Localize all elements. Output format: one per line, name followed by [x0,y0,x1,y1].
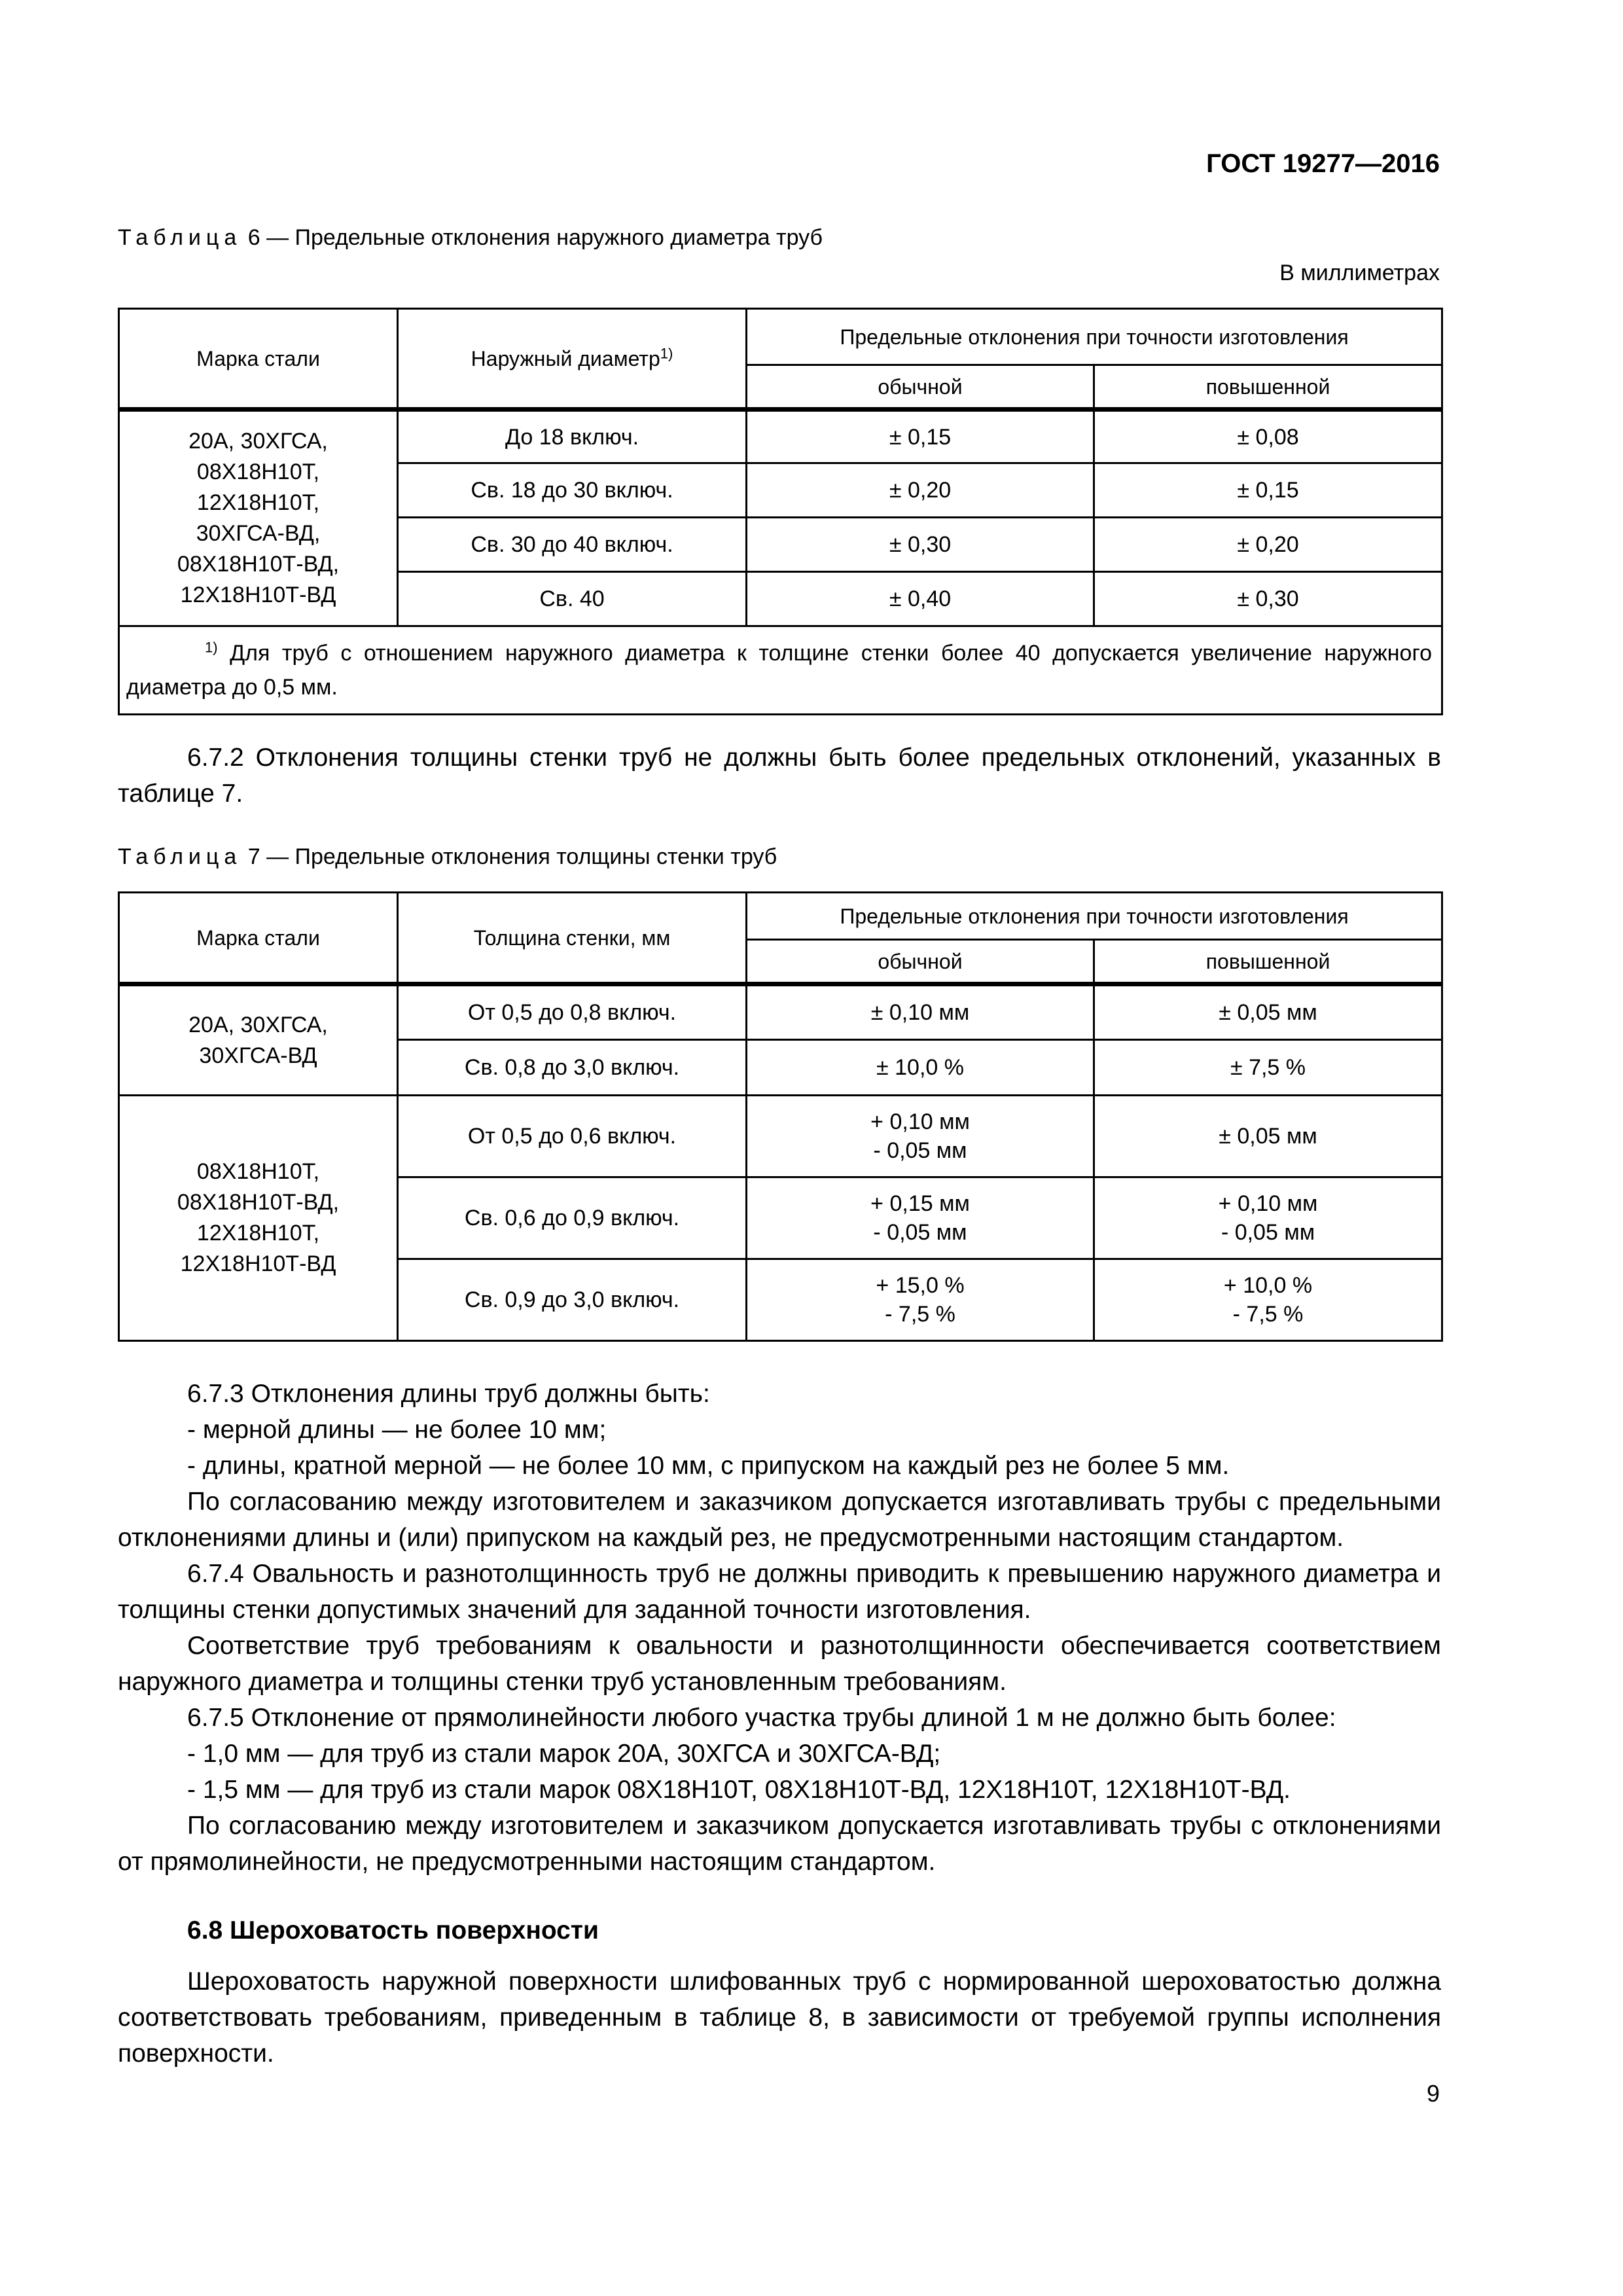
table7-header-deviation: Предельные отклонения при точности изготовления [747,893,1442,940]
table6-caption-text: 6 — Предельные отклонения наружного диаметра труб [241,225,823,250]
table7-normal [747,1259,1094,1341]
table7-high [1094,1259,1442,1341]
steel-grade: 30ХГСА-ВД [199,1043,317,1068]
paragraph: - 1,5 мм — для труб из стали марок 08Х18Н10Т, 08Х18Н10Т-ВД, 12Х18Н10Т, 12Х18Н10Т-ВД. [187,1776,1291,1804]
table6-normal: ± 0,40 [747,572,1094,626]
tolerance-lower: - 0,05 мм [873,1138,967,1163]
table7-header-normal: обычной [747,940,1094,984]
table6-footnote [119,626,1442,715]
paragraph-6-7-2 [118,740,1441,812]
paragraph: - длины, кратной мерной — не более 10 мм, с припуском на каждый рез не более 5 мм. [187,1452,1230,1480]
table7-high: ± 0,05 мм [1094,984,1442,1040]
section-6-8-body [118,1964,1441,2072]
steel-grade: 12Х18Н10Т, [196,490,320,515]
table6-range: Св. 18 до 30 включ. [398,463,747,518]
table7-caption [118,844,777,870]
table6-high: ± 0,08 [1094,410,1442,463]
steel-grade: 08Х18Н10Т, [196,459,320,484]
paragraph: Шероховатость наружной поверхности шлифованных труб с нормированной шероховатостью должна соответствовать требованиям, приведенным в таблице 8, в зависимости от требуемой группы исполнения поверхности. [118,1967,1441,2068]
standard-code: ГОСТ 19277—2016 [1206,149,1440,178]
footnote-mark: 1) [205,639,218,656]
table7-group2-steel [119,1096,398,1341]
table7-header-steel: Марка стали [119,893,398,984]
table6-normal: ± 0,15 [747,410,1094,463]
paragraph: По согласованию между изготовителем и заказчиком допускается изготавливать трубы с предельными отклонениями длины и (или) припуском на каждый рез, не предусмотренными настоящим стандартом. [118,1488,1441,1552]
steel-grade: 12Х18Н10Т-ВД [180,1251,336,1276]
table7-range: Св. 0,8 до 3,0 включ. [398,1040,747,1096]
table6-caption-word: Таблица [118,225,242,250]
table6-normal: ± 0,30 [747,518,1094,572]
tolerance-lower: - 0,05 мм [1221,1220,1315,1245]
table6-caption [118,225,823,251]
table6 [118,308,1443,715]
table7-header-high: повышенной [1094,940,1442,984]
table7-high: ± 0,05 мм [1094,1096,1442,1177]
paragraph: - мерной длины — не более 10 мм; [187,1416,607,1444]
paragraph: 6.7.5 Отклонение от прямолинейности любого участка трубы длиной 1 м не должно быть более: [187,1704,1336,1732]
paragraph: 6.7.3 Отклонения длины труб должны быть: [187,1380,710,1408]
table6-header-note-mark: 1) [660,344,673,361]
steel-grade: 30ХГСА-ВД, [196,521,321,546]
paragraph: 6.7.2 Отклонения толщины стенки труб не должны быть более предельных отклонений, указанных в таблице 7. [118,744,1441,808]
tolerance-upper: + 0,10 мм [870,1109,970,1134]
body-paragraphs [118,1376,1441,1880]
table7-range: Св. 0,6 до 0,9 включ. [398,1177,747,1259]
table7 [118,891,1443,1342]
table6-high: ± 0,30 [1094,572,1442,626]
table6-high: ± 0,15 [1094,463,1442,518]
tolerance-upper: + 10,0 % [1223,1273,1313,1298]
table7-normal: ± 0,10 мм [747,984,1094,1040]
table6-header-deviation: Предельные отклонения при точности изготовления [747,309,1442,365]
paragraph: Соответствие труб требованиям к овальности и разнотолщинности обеспечивается соответствием наружного диаметра и толщины стенки труб установленным требованиям. [118,1632,1441,1696]
table7-header-wall: Толщина стенки, мм [398,893,747,984]
tolerance-upper: + 0,10 мм [1218,1191,1318,1216]
tolerance-upper: + 15,0 % [876,1273,965,1298]
paragraph: 6.7.4 Овальность и разнотолщинность труб не должны приводить к превышению наружного диаметра и толщины стенки допустимых значений для заданной точности изготовления. [118,1560,1441,1624]
table7-caption-text: 7 — Предельные отклонения толщины стенки труб [241,844,777,869]
table7-high: ± 7,5 % [1094,1040,1442,1096]
table6-normal: ± 0,20 [747,463,1094,518]
table6-header-steel: Марка стали [119,309,398,410]
paragraph: - 1,0 мм — для труб из стали марок 20А, 30ХГСА и 30ХГСА-ВД; [187,1740,941,1768]
table7-normal: ± 10,0 % [747,1040,1094,1096]
steel-grade: 12Х18Н10Т-ВД [180,583,336,607]
table6-range: До 18 включ. [398,410,747,463]
steel-grade: 12Х18Н10Т, [196,1221,320,1246]
table7-normal [747,1177,1094,1259]
footnote-text: Для труб с отношением наружного диаметра к толщине стенки более 40 допускается увеличение наружного диаметра до 0,5 мм. [126,641,1433,700]
tolerance-upper: + 0,15 мм [870,1191,970,1216]
tolerance-lower: - 7,5 % [1232,1302,1304,1327]
table7-caption-word: Таблица [118,844,242,869]
table7-group1-steel [119,984,398,1096]
table7-range: От 0,5 до 0,6 включ. [398,1096,747,1177]
steel-grade: 08Х18Н10Т-ВД, [177,552,340,577]
table6-units: В миллиметрах [1279,260,1440,285]
table7-high [1094,1177,1442,1259]
tolerance-lower: - 7,5 % [885,1302,955,1327]
table7-range: Св. 0,9 до 3,0 включ. [398,1259,747,1341]
table6-range: Св. 40 [398,572,747,626]
steel-grade: 20А, 30ХГСА, [188,1012,328,1037]
table6-header-high: повышенной [1094,365,1442,410]
table7-range: От 0,5 до 0,8 включ. [398,984,747,1040]
table6-header-diameter-label: Наружный диаметр [471,346,660,370]
tolerance-lower: - 0,05 мм [873,1220,967,1245]
section-title: 6.8 Шероховатость поверхности [187,1916,599,1945]
table6-steel-grades [119,410,398,626]
table6-header-normal: обычной [747,365,1094,410]
table6-range: Св. 30 до 40 включ. [398,518,747,572]
table7-normal [747,1096,1094,1177]
steel-grade: 08Х18Н10Т-ВД, [177,1190,340,1215]
steel-grade: 20А, 30ХГСА, [188,429,328,454]
paragraph: По согласованию между изготовителем и заказчиком допускается изготавливать трубы с отклонениями от прямолинейности, не предусмотренными настоящим стандартом. [118,1812,1441,1876]
page-number: 9 [1426,2080,1440,2107]
table6-high: ± 0,20 [1094,518,1442,572]
table6-header-diameter [398,309,747,410]
steel-grade: 08Х18Н10Т, [196,1159,320,1184]
